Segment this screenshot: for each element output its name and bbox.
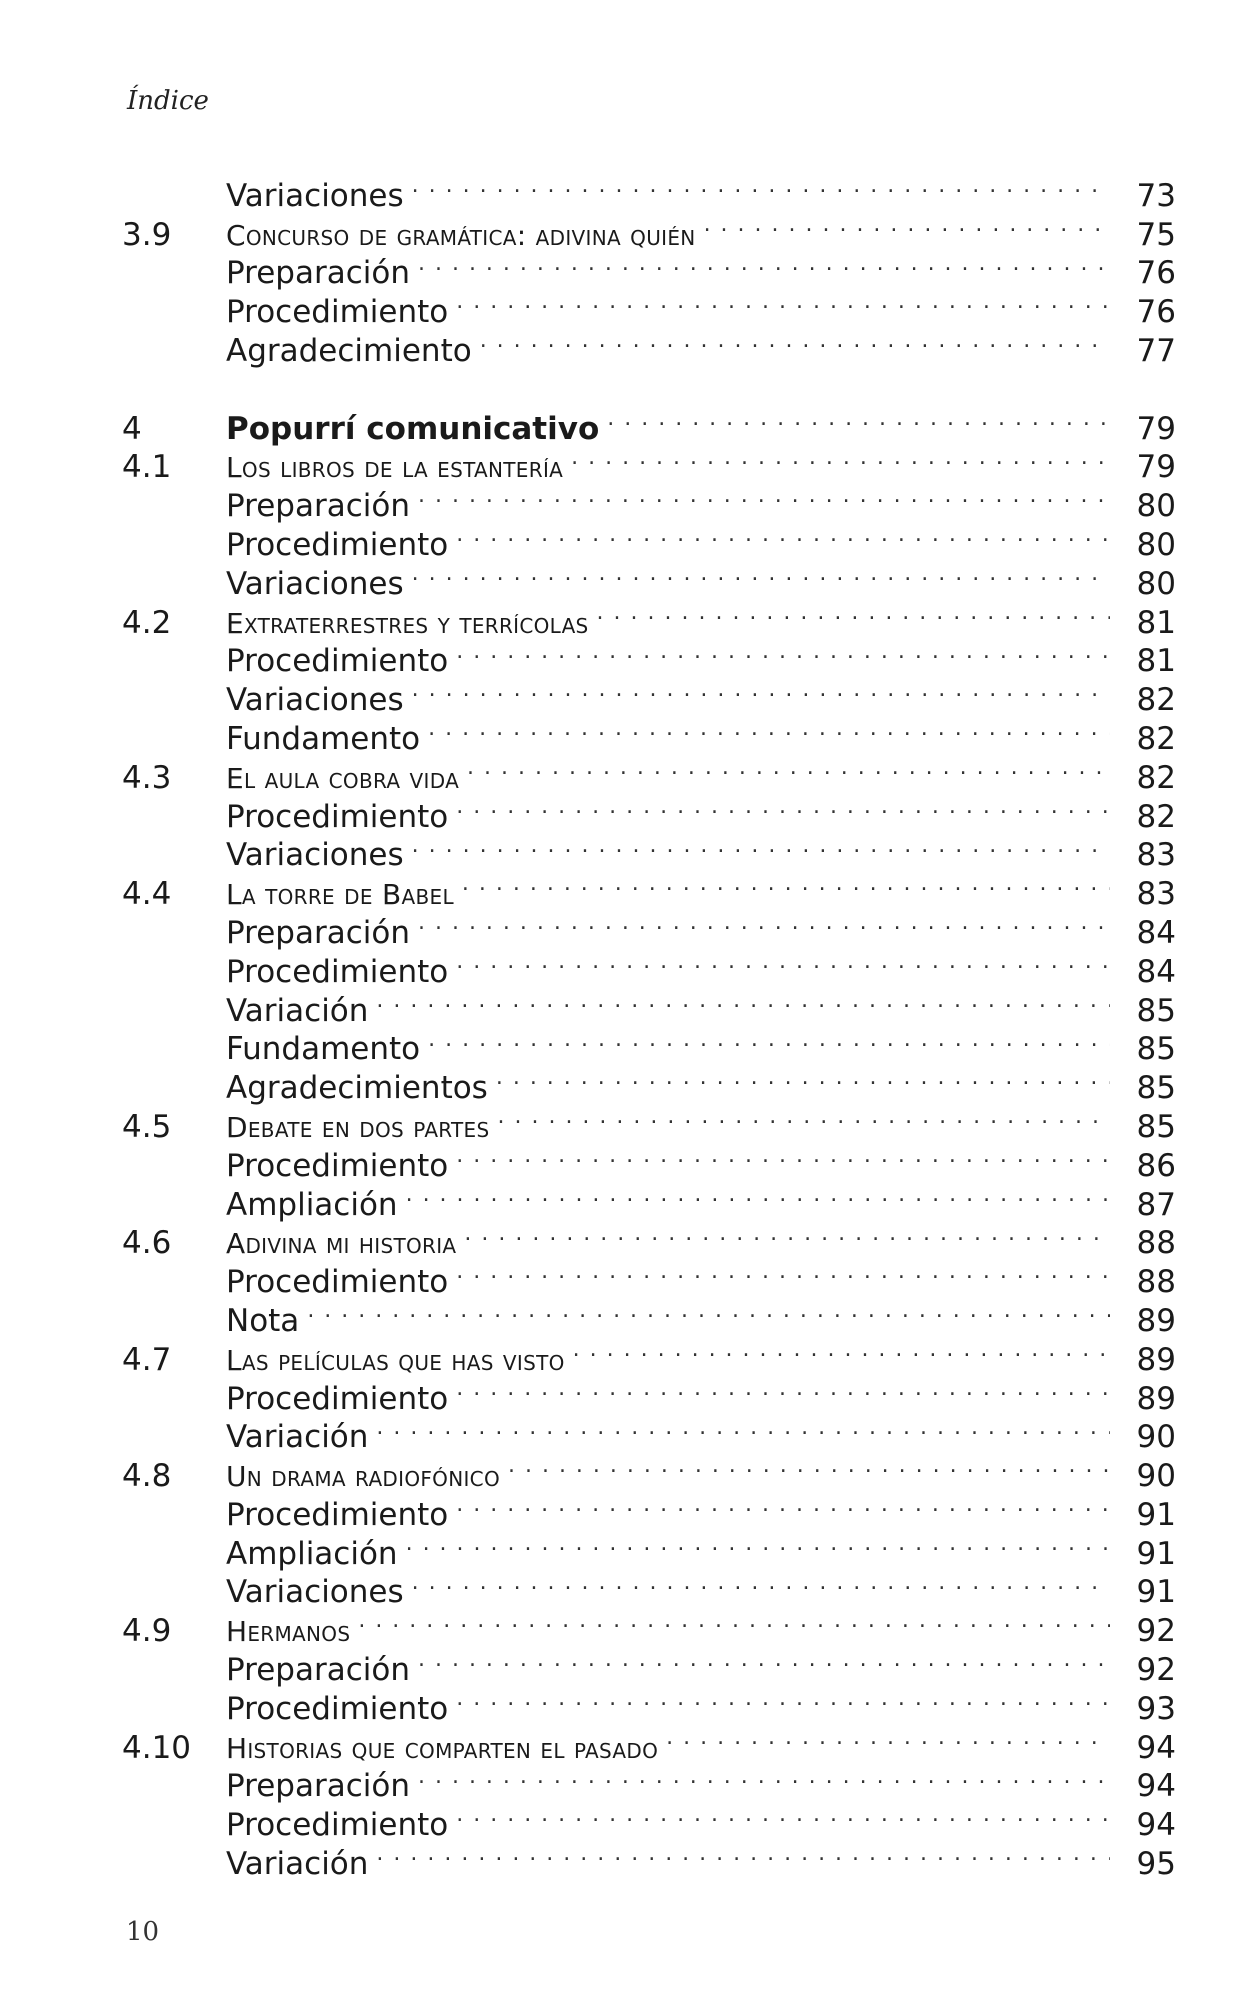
toc-entry-page: 85	[1136, 992, 1176, 1029]
toc-entry-page: 95	[1136, 1846, 1176, 1883]
toc-entry-title: Variaciones	[226, 837, 404, 874]
toc-entry-page: 77	[1136, 332, 1176, 369]
toc-entry-title: Las películas que has visto	[226, 1343, 565, 1377]
dot-leader	[496, 1059, 1110, 1098]
toc-entry-number: 4.10	[122, 1729, 192, 1766]
toc-entry-title: Preparación	[226, 1652, 410, 1689]
dot-leader	[704, 206, 1110, 245]
toc-entry-title: Procedimiento	[226, 294, 449, 331]
toc-entry-title: Hermanos	[226, 1615, 351, 1649]
dot-leader	[418, 1758, 1110, 1797]
dot-leader	[571, 439, 1110, 478]
toc-entry-page: 85	[1136, 1031, 1176, 1068]
dot-leader	[428, 710, 1110, 749]
toc-entry-number: 4.8	[122, 1458, 172, 1495]
table-of-contents	[122, 167, 1176, 1883]
toc-entry-title: Concurso de gramática: adivina quién	[226, 218, 696, 252]
toc-entry-title: Variaciones	[226, 565, 404, 602]
dot-leader	[412, 167, 1110, 206]
dot-leader	[456, 1253, 1110, 1292]
toc-entry-page: 84	[1136, 914, 1176, 951]
running-header: Índice	[127, 86, 209, 116]
toc-entry-number: 4.1	[122, 449, 172, 486]
toc-entry-page: 73	[1136, 177, 1176, 214]
toc-entry-title: Popurrí comunicativo	[226, 410, 600, 447]
toc-chapter[interactable]	[122, 400, 1176, 447]
toc-entry-title: Fundamento	[226, 1031, 421, 1068]
dot-leader	[573, 1331, 1110, 1370]
toc-entry-title: Nota	[226, 1302, 300, 1339]
dot-leader	[406, 1176, 1110, 1215]
dot-leader	[358, 1602, 1110, 1641]
dot-leader	[456, 1486, 1110, 1525]
toc-entry-number: 4.2	[122, 604, 172, 641]
dot-leader	[467, 749, 1110, 788]
toc-entry-page: 90	[1136, 1419, 1176, 1456]
dot-leader	[456, 516, 1110, 555]
toc-entry-number: 4.7	[122, 1341, 172, 1378]
toc-entry-page: 81	[1136, 604, 1176, 641]
toc-entry-page: 87	[1136, 1186, 1176, 1223]
dot-leader	[418, 904, 1110, 943]
toc-entry-title: Preparación	[226, 914, 410, 951]
toc-entry-title: Variaciones	[226, 682, 404, 719]
toc-entry-page: 82	[1136, 720, 1176, 757]
dot-leader	[428, 1021, 1110, 1060]
toc-entry-title: Procedimiento	[226, 1380, 449, 1417]
toc-entry-page: 89	[1136, 1341, 1176, 1378]
toc-entry-page: 82	[1136, 759, 1176, 796]
dot-leader	[498, 1098, 1111, 1137]
toc-entry-title: El aula cobra vida	[226, 761, 460, 795]
dot-leader	[376, 982, 1110, 1021]
dot-leader	[456, 1370, 1110, 1409]
toc-entry-page: 89	[1136, 1380, 1176, 1417]
toc-entry-number: 3.9	[122, 216, 172, 253]
dot-leader	[456, 1137, 1110, 1176]
toc-entry-page: 76	[1136, 255, 1176, 292]
dot-leader	[508, 1447, 1110, 1486]
dot-leader	[406, 1525, 1110, 1564]
toc-entry-number: 4.9	[122, 1613, 172, 1650]
toc-entry-title: Debate en dos partes	[226, 1110, 490, 1144]
dot-leader	[597, 594, 1110, 633]
dot-leader	[464, 1215, 1110, 1254]
toc-entry-number: 4.4	[122, 876, 172, 913]
toc-entry-page: 88	[1136, 1264, 1176, 1301]
toc-entry-title: Ampliación	[226, 1186, 398, 1223]
toc-entry-title: Variación	[226, 1419, 369, 1456]
toc-entry-page: 91	[1136, 1496, 1176, 1533]
toc-entry-title: Adivina mi historia	[226, 1227, 457, 1261]
toc-entry-title: Procedimiento	[226, 643, 449, 680]
toc-entry-page: 76	[1136, 294, 1176, 331]
toc-entry-page: 83	[1136, 837, 1176, 874]
dot-leader	[412, 1564, 1110, 1603]
dot-leader	[307, 1292, 1110, 1331]
toc-entry-page: 85	[1136, 1108, 1176, 1145]
toc-entry-number: 4.6	[122, 1225, 172, 1262]
toc-entry-title: Extraterrestres y terrícolas	[226, 606, 589, 640]
toc-entry-title: Variación	[226, 1846, 369, 1883]
dot-leader	[376, 1409, 1110, 1448]
toc-entry-title: La torre de Babel	[226, 878, 454, 912]
dot-leader	[666, 1719, 1110, 1758]
dot-leader	[418, 1641, 1110, 1680]
toc-entry-title: Preparación	[226, 488, 410, 525]
dot-leader	[376, 1835, 1110, 1874]
toc-entry-title: Procedimiento	[226, 1147, 449, 1184]
toc-entry-number: 4.5	[122, 1108, 172, 1145]
toc-entry-page: 94	[1136, 1807, 1176, 1844]
toc-entry-title: Los libros de la estantería	[226, 451, 564, 485]
toc-entry-page: 83	[1136, 876, 1176, 913]
toc-entry-page: 88	[1136, 1225, 1176, 1262]
toc-entry-title: Procedimiento	[226, 1496, 449, 1533]
dot-leader	[456, 633, 1110, 672]
toc-entry-title: Un drama radiofónico	[226, 1460, 500, 1494]
toc-entry-title: Procedimiento	[226, 1807, 449, 1844]
toc-entry-page: 80	[1136, 488, 1176, 525]
toc-entry-title: Procedimiento	[226, 1690, 449, 1727]
dot-leader	[456, 283, 1110, 322]
toc-entry-title: Preparación	[226, 1768, 410, 1805]
toc-entry-title: Procedimiento	[226, 526, 449, 563]
toc-entry-title: Variaciones	[226, 1574, 404, 1611]
toc-entry-page: 91	[1136, 1574, 1176, 1611]
toc-entry-title: Procedimiento	[226, 1264, 449, 1301]
toc-entry-number: 4.3	[122, 759, 172, 796]
toc-entry-page: 82	[1136, 798, 1176, 835]
toc-entry-title: Agradecimientos	[226, 1070, 488, 1107]
dot-leader	[456, 1680, 1110, 1719]
toc-entry-page: 89	[1136, 1302, 1176, 1339]
toc-entry-page: 91	[1136, 1535, 1176, 1572]
toc-entry-title: Historias que comparten el pasado	[226, 1731, 659, 1765]
page-number: 10	[126, 1917, 160, 1947]
toc-entry-title: Procedimiento	[226, 953, 449, 990]
dot-leader	[418, 245, 1110, 284]
dot-leader	[418, 477, 1110, 516]
toc-entry-page: 75	[1136, 216, 1176, 253]
dot-leader	[607, 400, 1110, 439]
toc-entry-page: 92	[1136, 1652, 1176, 1689]
toc-entry-page: 80	[1136, 526, 1176, 563]
dot-leader	[456, 943, 1110, 982]
toc-entry-page: 94	[1136, 1729, 1176, 1766]
toc-entry-page: 81	[1136, 643, 1176, 680]
dot-leader	[456, 1796, 1110, 1835]
dot-leader	[480, 322, 1110, 361]
toc-entry-page: 84	[1136, 953, 1176, 990]
toc-entry-page: 79	[1136, 449, 1176, 486]
toc-entry-page: 92	[1136, 1613, 1176, 1650]
toc-entry-title: Preparación	[226, 255, 410, 292]
toc-entry-page: 85	[1136, 1070, 1176, 1107]
toc-entry-title: Variaciones	[226, 177, 404, 214]
toc-entry-page: 79	[1136, 410, 1176, 447]
toc-entry-number: 4	[122, 410, 142, 447]
dot-leader	[462, 865, 1110, 904]
dot-leader	[412, 555, 1110, 594]
toc-subentry[interactable]	[122, 167, 1176, 214]
toc-entry-page: 86	[1136, 1147, 1176, 1184]
dot-leader	[412, 827, 1110, 866]
toc-entry-title: Ampliación	[226, 1535, 398, 1572]
dot-leader	[412, 671, 1110, 710]
toc-entry-page: 82	[1136, 682, 1176, 719]
toc-entry-page: 90	[1136, 1458, 1176, 1495]
toc-entry-page: 93	[1136, 1690, 1176, 1727]
toc-entry-title: Procedimiento	[226, 798, 449, 835]
toc-entry-title: Agradecimiento	[226, 332, 472, 369]
toc-entry-title: Variación	[226, 992, 369, 1029]
toc-entry-page: 94	[1136, 1768, 1176, 1805]
dot-leader	[456, 788, 1110, 827]
toc-entry-page: 80	[1136, 565, 1176, 602]
toc-entry-title: Fundamento	[226, 720, 421, 757]
